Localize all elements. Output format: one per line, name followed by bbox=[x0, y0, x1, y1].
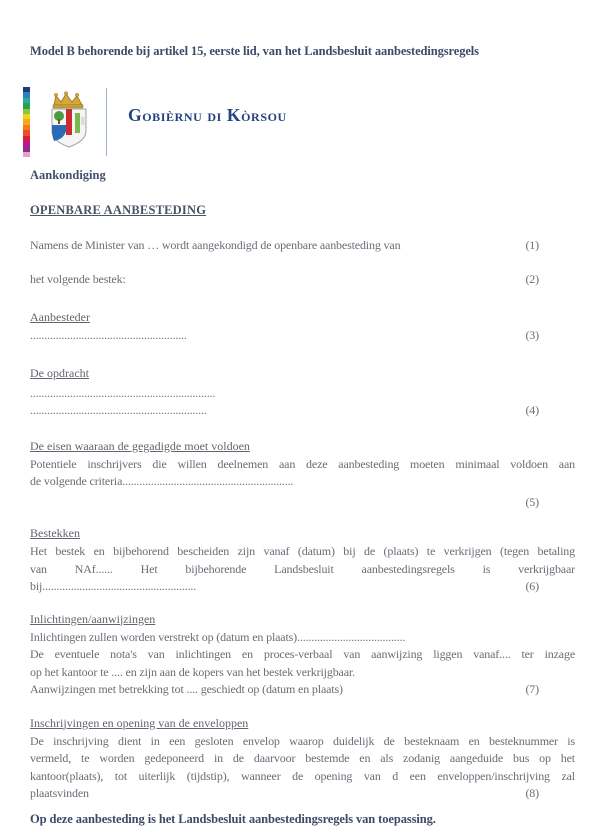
ref-number-1: (1) bbox=[525, 238, 539, 252]
section-heading-bestekken: Bestekken bbox=[30, 526, 80, 540]
logo-divider bbox=[106, 88, 107, 156]
inlichtingen-line-2: De eventuele nota's van inlichtingen en proces-verbaal van aanwijzing liggen vanaf.... ter inzage bbox=[30, 647, 575, 661]
aanbesteder-dots: ....................................................... bbox=[30, 328, 187, 342]
section-heading-eisen: De eisen waaraan de gegadigde moet voldoen bbox=[30, 438, 250, 453]
inschrijvingen-line-4 bbox=[30, 785, 575, 803]
opdracht-dotted-line-1: ................................................................. bbox=[30, 385, 216, 400]
inlichtingen-line-1: Inlichtingen zullen worden verstrekt op (datum en plaats)...................................... bbox=[30, 629, 406, 644]
intro-line-1-text: Namens de Minister van … wordt aangekondigd de openbare aanbesteding van bbox=[30, 238, 401, 252]
ref-number-6: (6) bbox=[525, 579, 539, 593]
document-title: Model B behorende bij artikel 15, eerste lid, van het Landsbesluit aanbestedingsregels bbox=[30, 44, 479, 58]
section-heading-inlichtingen: Inlichtingen/aanwijzingen bbox=[30, 611, 156, 626]
inschrijvingen-line-2: vermeld, te worden gedeponeerd in de daarvoor bestemde en als zodanig aangeduide bus op het bbox=[30, 751, 575, 765]
opdracht-dots-2: .............................................................. bbox=[30, 403, 207, 417]
org-logo bbox=[30, 87, 575, 158]
inlichtingen-line-4 bbox=[30, 681, 575, 699]
inschrijvingen-line-4-text: plaatsvinden bbox=[30, 786, 89, 800]
bestekken-line-2: van NAf...... Het bijbehorende Landsbesluit aanbestedingsregels is verkrijgbaar bbox=[30, 561, 575, 576]
intro-line-1 bbox=[30, 237, 575, 255]
bestekken-line-3 bbox=[30, 578, 575, 596]
doc-subtitle: Aankondiging bbox=[30, 168, 106, 182]
eisen-line-2: de volgende criteria............................................................ bbox=[30, 474, 294, 488]
ref-number-5: (5) bbox=[525, 494, 539, 509]
footer-statement: Op deze aanbesteding is het Landsbesluit aanbestedingsregels van toepassing. bbox=[30, 811, 436, 826]
inschrijvingen-line-1: De inschrijving dient in een gesloten envelop waarop duidelijk de besteknaam en besteknummer is bbox=[30, 733, 575, 748]
intro-line-2-text: het volgende bestek: bbox=[30, 271, 126, 286]
eisen-line-1: Potentiele inschrijvers die willen deelnemen aan deze aanbesteding moeten minimaal voldoen aan bbox=[30, 456, 575, 471]
aanbesteder-dotted-line bbox=[30, 327, 575, 345]
section-heading-inschrijvingen: Inschrijvingen en opening van de enveloppen bbox=[30, 715, 249, 730]
opdracht-dotted-line-2 bbox=[30, 402, 575, 420]
inschrijvingen-line-3: kantoor(plaats), tot uiterlijk (tijdstip), wanneer de opening van d een enveloppen/inschrijving zal bbox=[30, 768, 575, 783]
logo-colorbar-icon bbox=[23, 87, 30, 157]
org-name: Gobièrnu di Kòrsou bbox=[128, 105, 287, 125]
eisen-number-line bbox=[30, 494, 575, 512]
section-heading-opdracht: De opdracht bbox=[30, 365, 89, 380]
intro-line-2 bbox=[30, 271, 575, 289]
ref-number-8: (8) bbox=[525, 786, 539, 800]
ref-number-2: (2) bbox=[525, 271, 539, 286]
document-content bbox=[30, 0, 575, 827]
inlichtingen-line-3: op het kantoor te .... en zijn aan de kopers van het bestek verkrijgbaar. bbox=[30, 664, 355, 679]
main-heading: OPENBARE AANBESTEDING bbox=[30, 203, 207, 217]
bestekken-line-3-text: bij...................................................... bbox=[30, 579, 197, 593]
ref-number-7: (7) bbox=[525, 682, 539, 696]
ref-number-4: (4) bbox=[525, 403, 539, 417]
coat-of-arms-icon bbox=[46, 91, 92, 151]
section-heading-aanbesteder: Aanbesteder bbox=[30, 310, 90, 324]
inlichtingen-line-4-text: Aanwijzingen met betrekking tot .... geschiedt op (datum en plaats) bbox=[30, 682, 343, 696]
ref-number-3: (3) bbox=[525, 328, 539, 342]
bestekken-line-1: Het bestek en bijbehorend bescheiden zijn vanaf (datum) bij de (plaats) te verkrijgen (tegen betaling bbox=[30, 544, 575, 558]
